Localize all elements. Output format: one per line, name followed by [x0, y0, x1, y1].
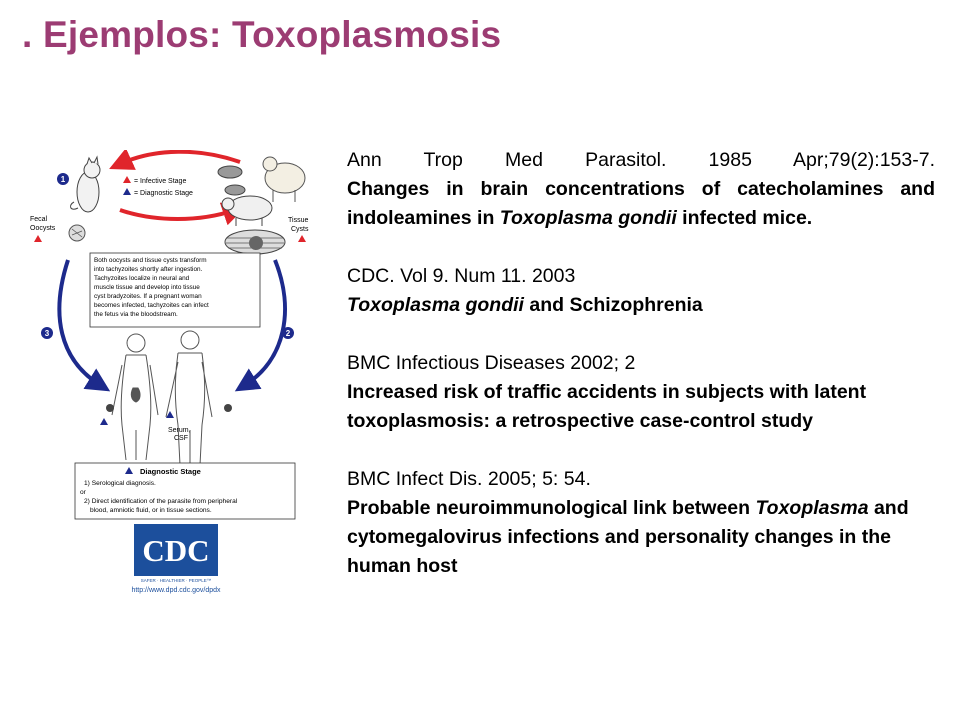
rodent-illustration [218, 166, 245, 195]
tissue-cyst-illustration [225, 230, 285, 254]
reference-title: Increased risk of traffic accidents in subjects with latent toxoplasmosis: a retrospective case-control study [347, 381, 867, 432]
pig-illustration [222, 196, 272, 226]
cdc-logo [134, 524, 218, 583]
legend [123, 176, 193, 197]
cdc-url: http://www.dpd.cdc.gov/dpdx [131, 587, 221, 594]
fetal-tissue-icon [106, 404, 114, 412]
cdc-logo-text: CDC [142, 533, 210, 568]
label-serum: Serum, [168, 427, 191, 434]
infective-arrow-top [120, 152, 240, 164]
legend-diagnostic: = Diagnostic Stage [134, 190, 193, 197]
sheep-illustration [263, 157, 305, 202]
reference-1 [347, 146, 935, 233]
svg-text:3: 3 [44, 329, 50, 338]
label-tissue: Tissue [288, 217, 309, 224]
svg-text:1: 1 [60, 175, 66, 184]
diagnostic-box [75, 463, 295, 519]
cdc-tagline: SAFER · HEALTHIER · PEOPLE™ [140, 578, 212, 583]
label-csf: CSF [174, 435, 188, 442]
reference-2 [347, 262, 935, 320]
reference-source: Ann Trop Med Parasitol. 1985 Apr;79(2):153-7. [347, 149, 935, 171]
reference-title: Probable neuroimmunological link between Toxoplasma and cytomegalovirus infections and personality changes in the human host [347, 497, 909, 577]
diagnostic-text: 1) Serological diagnosis. or 2) Direct identification of the parasite from peripheral blood, amniotic fluid, or in tissue sections. [80, 480, 238, 514]
label-oocysts: Oocysts [30, 225, 56, 232]
reference-title: Changes in brain concentrations of catecholamines and indoleamines in Toxoplasma gondii infected mice. [347, 178, 935, 229]
legend-infective: = Infective Stage [134, 178, 187, 185]
info-text: Both oocysts and tissue cysts transform into tachyzoites shortly after ingestion. Tachyzoites localize in neural and muscle tissue and develop into tissue cyst bradyzoites. If a pregnant woman becomes infected, tachyzoites can infect the fetus via the bloodstream. [94, 257, 209, 318]
label-fecal: Fecal [30, 216, 48, 223]
infective-arrow-bottom [120, 210, 235, 219]
reference-title: Toxoplasma gondii and Schizophrenia [347, 294, 703, 316]
toxoplasma-lifecycle-diagram [30, 150, 320, 605]
cat-illustration [71, 157, 100, 212]
label-cysts: Cysts [291, 226, 309, 233]
reference-source: BMC Infect Dis. 2005; 5: 54. [347, 468, 591, 490]
human-figures-illustration [112, 331, 212, 465]
references-list [347, 146, 935, 610]
diagnostic-marker-left [100, 418, 108, 425]
diagnostic-title: Diagnostic Stage [140, 467, 201, 476]
reference-source: CDC. Vol 9. Num 11. 2003 [347, 265, 576, 287]
slide-title: . Ejemplos: Toxoplasmosis [22, 14, 502, 55]
reference-4 [347, 465, 935, 581]
tissue-icon-right [224, 404, 232, 412]
reference-source: BMC Infectious Diseases 2002; 2 [347, 352, 636, 374]
reference-3 [347, 349, 935, 436]
info-box [90, 253, 260, 327]
svg-text:2: 2 [285, 329, 291, 338]
